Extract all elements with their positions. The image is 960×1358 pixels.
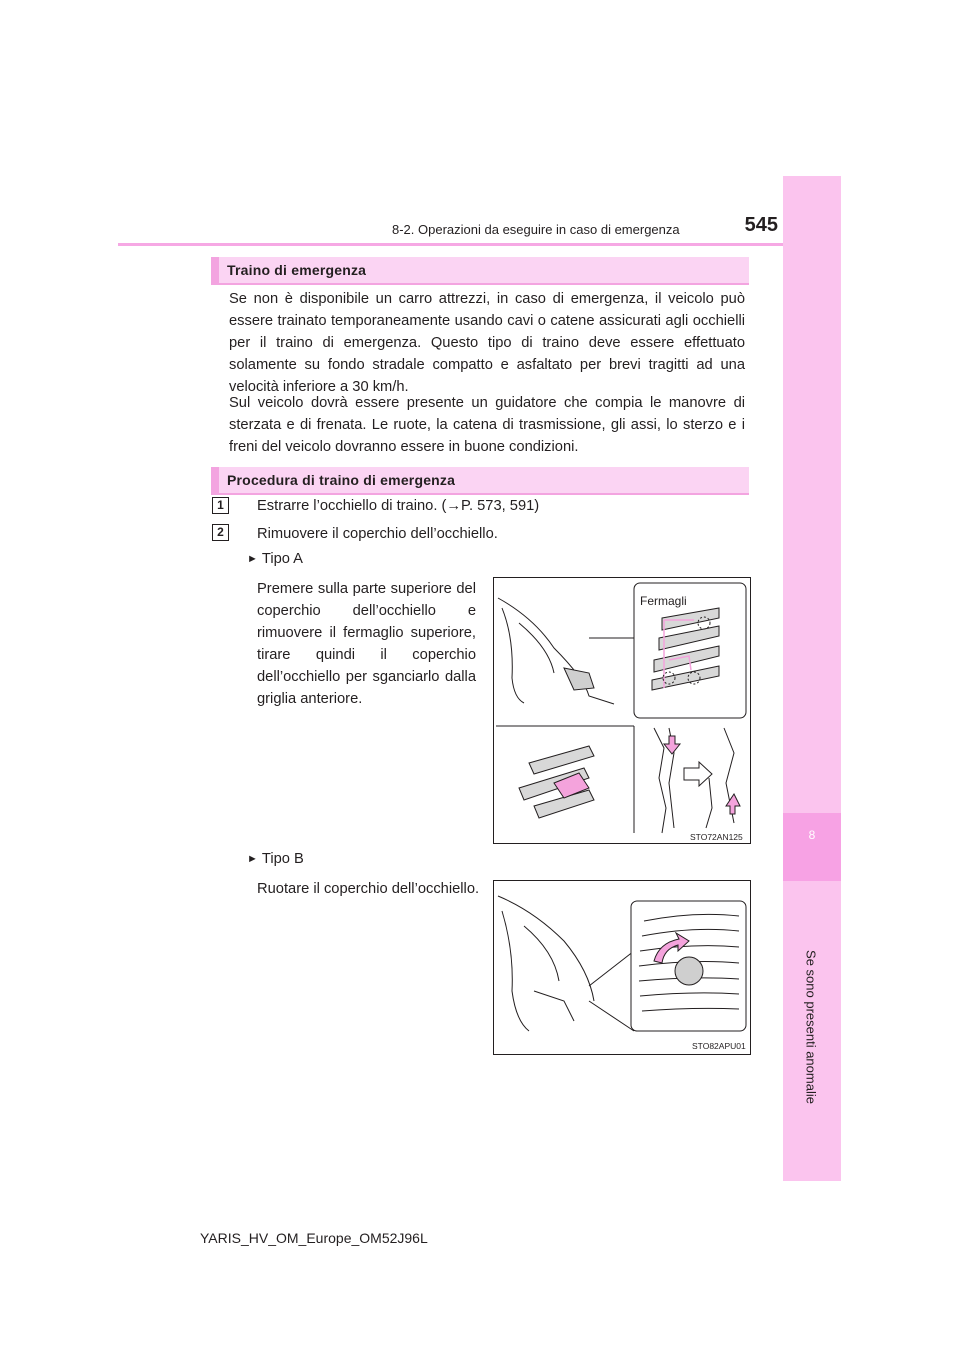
section-title: Traino di emergenza (227, 262, 367, 278)
figure-code: STO72AN125 (690, 832, 743, 842)
step-number-box: 1 (212, 497, 229, 514)
triangle-bullet-icon: ► (247, 853, 258, 865)
step-text: Rimuovere il coperchio dell’occhiello. (257, 526, 498, 542)
figure-code: STO82APU01 (692, 1041, 746, 1051)
tipo-label-text: Tipo B (261, 851, 304, 867)
tipo-b-instructions: Ruotare il coperchio dell’occhiello. (257, 881, 480, 897)
section-header-traino (211, 257, 749, 285)
tow-eye-cover-illustration-b (494, 881, 750, 1054)
section-title: Procedura di traino di emergenza (227, 472, 456, 488)
triangle-bullet-icon: ► (247, 553, 258, 565)
step-text: Estrarre l’occhiello di traino. (→P. 573, 591) (257, 498, 540, 514)
paragraph-traino-intro: Se non è disponibile un carro attrezzi, in caso di emergenza, il veicolo può essere trainato temporaneamente usando cavi o catene assicurati agli occhielli per il traino di emergenza. Questo tipo di traino deve essere effettuato solamente su fondo stradale compatto e asfaltato per brevi tragitti ad una velocità inferiore a 30 km/h. (229, 291, 745, 395)
header-rule (118, 243, 840, 246)
header-section-title: 8-2. Operazioni da eseguire in caso di emergenza (392, 222, 680, 237)
section-header-procedura (211, 467, 749, 495)
tow-eye-cover-illustration-a (494, 578, 750, 843)
tipo-b-label (247, 851, 304, 867)
tipo-a-instructions: Premere sulla parte superiore del coperchio dell’occhiello e rimuovere il fermaglio superiore, tirare quindi il coperchio dell’occhiello per sganciarlo dalla griglia anteriore. (257, 581, 476, 707)
footer-document-code: YARIS_HV_OM_Europe_OM52J96L (200, 1230, 428, 1246)
tipo-label-text: Tipo A (261, 551, 303, 567)
chapter-number: 8 (808, 828, 816, 842)
figure-tipo-a (493, 577, 751, 844)
page-number: 545 (744, 214, 778, 236)
tipo-a-label (247, 551, 303, 567)
figure-callout-label: Fermagli (640, 594, 687, 608)
figure-tipo-b (493, 880, 751, 1055)
chapter-title: Se sono presenti anomalie (803, 950, 819, 1104)
paragraph-traino-requirements: Sul veicolo dovrà essere presente un guidatore che compia le manovre di sterzata e di frenata. Le ruote, la catena di trasmissione, gli assi, lo sterzo e i freni del veicolo dovranno essere in buone condizioni. (229, 395, 745, 455)
step-number-box: 2 (212, 524, 229, 541)
chapter-number-block (783, 813, 841, 881)
